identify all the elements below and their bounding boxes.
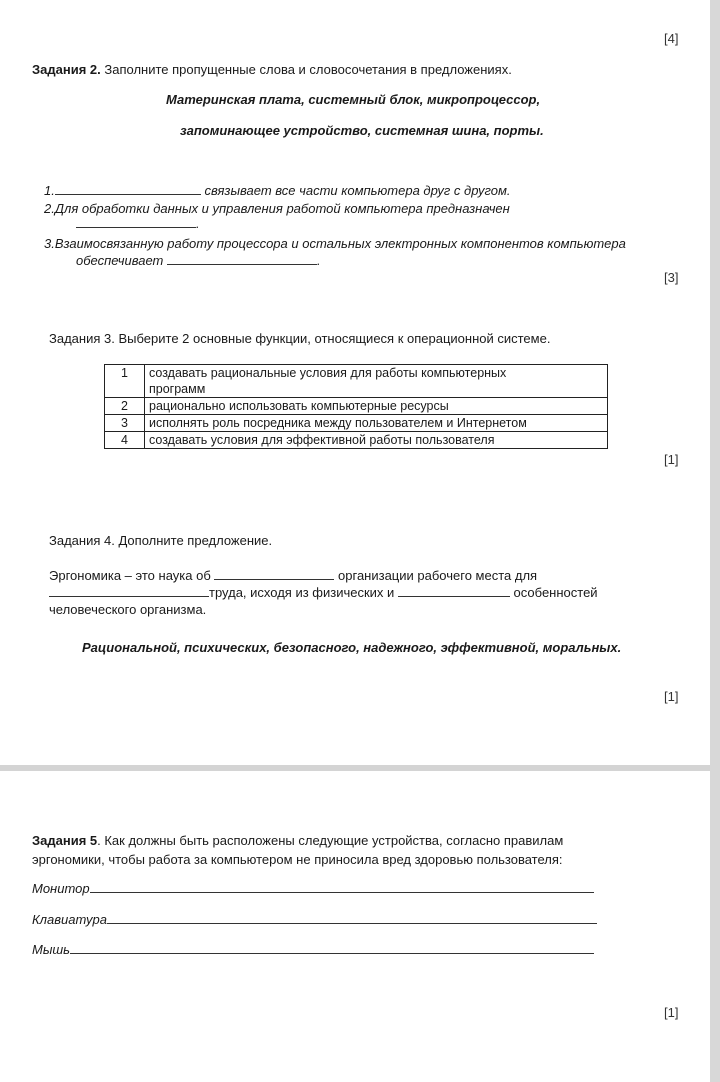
keyboard-label: Клавиатура xyxy=(32,912,107,927)
task3-title: Задания 3. xyxy=(49,331,115,346)
task2-words-line1: Материнская плата, системный блок, микропроцессор, xyxy=(166,92,541,107)
task2-item3-blank[interactable] xyxy=(167,253,317,265)
score-top: [4] xyxy=(664,31,679,46)
task2-item1 xyxy=(44,183,511,198)
task2-item2-answer xyxy=(76,216,200,231)
mouse-label: Мышь xyxy=(32,942,71,957)
option-text-line2: программ xyxy=(149,382,206,396)
task3-option-row[interactable] xyxy=(105,398,608,415)
task5-instruction-line2: эргономики, чтобы работа за компьютером не приносила вред здоровью пользователя: xyxy=(32,852,563,867)
task2-item2-end: . xyxy=(196,216,200,231)
task3-heading xyxy=(49,331,550,346)
task2-item2: 2.Для обработки данных и управления работой компьютера предназначен xyxy=(44,201,510,216)
task4-line1-b: организации рабочего места для xyxy=(338,568,538,583)
task4-words: Рациональной, психических, безопасного, надежного, эффективной, моральных. xyxy=(82,640,622,655)
option-number: 3 xyxy=(105,415,145,432)
task4-line1-a: Эргономика – это наука об xyxy=(49,568,211,583)
task3-option-row[interactable] xyxy=(105,415,608,432)
task2-item3-cont xyxy=(76,253,321,268)
task5-mouse-row xyxy=(32,942,594,957)
task2-instruction: Заполните пропущенные слова и словосочетания в предложениях. xyxy=(104,62,512,77)
task5-keyboard-row xyxy=(32,912,597,927)
task2-item2-blank[interactable] xyxy=(76,216,196,228)
task2-item1-text: связывает все части компьютера друг с другом. xyxy=(204,183,511,198)
task2-title: Задания 2. xyxy=(32,62,101,77)
keyboard-answer-line[interactable] xyxy=(107,912,597,924)
task4-title: Задания 4. xyxy=(49,533,115,548)
task4-line1 xyxy=(49,567,537,584)
task4-instruction: Дополните предложение. xyxy=(118,533,273,548)
task2-item1-blank[interactable] xyxy=(55,183,201,195)
task3-options-table xyxy=(104,364,608,449)
task4-score: [1] xyxy=(664,689,679,704)
task3-score: [1] xyxy=(664,452,679,467)
monitor-answer-line[interactable] xyxy=(90,881,594,893)
page-right-edge xyxy=(710,0,720,1082)
task5-instruction-line1: . Как должны быть расположены следующие устройства, согласно правилам xyxy=(97,833,564,848)
task4-heading xyxy=(49,533,272,548)
task4-line2-a: труда, исходя из физических и xyxy=(209,585,395,600)
task2-words-line2: запоминающее устройство, системная шина, порты. xyxy=(180,123,544,138)
task5-score: [1] xyxy=(664,1005,679,1020)
task4-blank-1[interactable] xyxy=(214,568,334,580)
task2-item3: 3.Взаимосвязанную работу процессора и остальных электронных компонентов компьютера xyxy=(44,236,626,251)
option-number: 1 xyxy=(105,365,145,398)
task3-instruction: Выберите 2 основные функции, относящиеся к операционной системе. xyxy=(118,331,551,346)
task2-item3-end: . xyxy=(317,253,321,268)
option-number: 4 xyxy=(105,432,145,449)
task4-line2 xyxy=(49,584,598,601)
option-text: создавать условия для эффективной работы пользователя xyxy=(145,432,608,449)
option-text: исполнять роль посредника между пользователем и Интернетом xyxy=(145,415,608,432)
task4-line3: человеческого организма. xyxy=(49,602,207,617)
task2-score: [3] xyxy=(664,270,679,285)
page-separator xyxy=(0,765,720,771)
task3-option-row[interactable] xyxy=(105,365,608,398)
monitor-label: Монитор xyxy=(32,881,90,896)
task3-option-row[interactable] xyxy=(105,432,608,449)
task4-line2-b: особенностей xyxy=(513,585,598,600)
task4-blank-2[interactable] xyxy=(49,585,209,597)
mouse-answer-line[interactable] xyxy=(70,942,594,954)
task5-heading xyxy=(32,833,563,848)
option-text: рационально использовать компьютерные ресурсы xyxy=(145,398,608,415)
task2-heading xyxy=(32,62,512,77)
task5-monitor-row xyxy=(32,881,594,896)
task4-blank-3[interactable] xyxy=(398,585,510,597)
option-text-line1: создавать рациональные условия для работы компьютерных xyxy=(149,366,507,380)
option-text xyxy=(145,365,608,398)
option-number: 2 xyxy=(105,398,145,415)
task2-item3-cont-text: обеспечивает xyxy=(76,253,164,268)
task2-item1-num: 1. xyxy=(44,183,55,198)
task5-title: Задания 5 xyxy=(32,833,98,848)
